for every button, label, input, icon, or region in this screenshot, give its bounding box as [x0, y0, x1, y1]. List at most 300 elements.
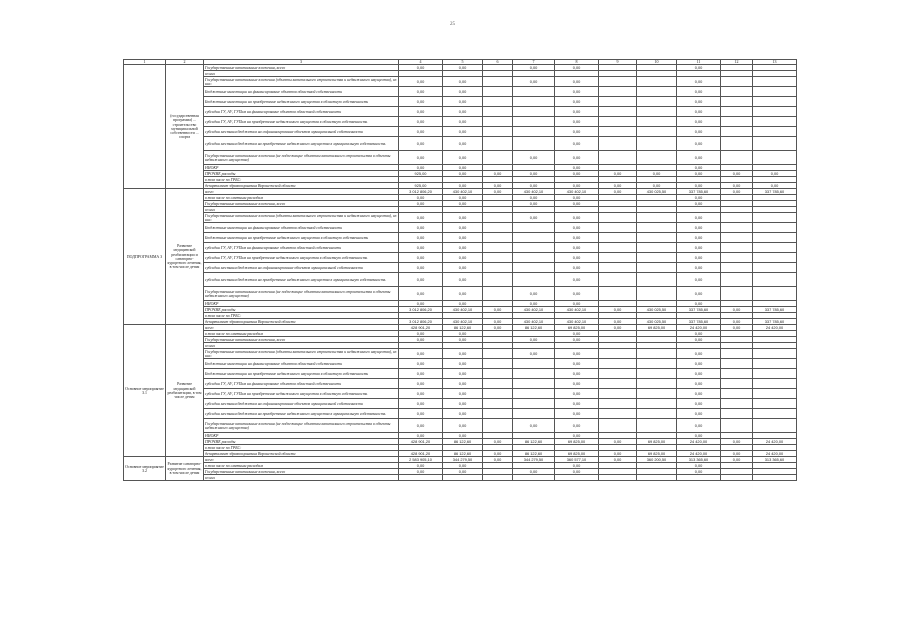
amount-cell: 0,00: [513, 77, 555, 87]
amount-cell: 0,00: [399, 463, 443, 469]
amount-cell: [599, 233, 637, 243]
amount-cell: [637, 475, 677, 481]
amount-cell: [637, 127, 677, 137]
funding-source-label: Государственные капитальные вложения, всего: [204, 201, 399, 207]
amount-cell: [753, 399, 797, 409]
amount-cell: [753, 97, 797, 107]
amount-cell: 0,00: [443, 409, 483, 419]
column-number-2: 2: [166, 60, 204, 65]
amount-cell: 0,00: [399, 331, 443, 337]
amount-cell: [483, 475, 513, 481]
amount-cell: 0,00: [555, 379, 599, 389]
amount-cell: 0,00: [721, 307, 753, 313]
amount-cell: [753, 233, 797, 243]
amount-cell: 0,00: [443, 287, 483, 301]
amount-cell: [753, 379, 797, 389]
amount-cell: 0,00: [443, 379, 483, 389]
amount-cell: [753, 263, 797, 273]
amount-cell: 337 785,60: [677, 319, 721, 325]
amount-cell: 313 365,60: [753, 457, 797, 463]
amount-cell: 0,00: [513, 469, 555, 475]
amount-cell: 24 420,00: [677, 439, 721, 445]
table-row: [124, 171, 797, 177]
funding-source-label: Государственные капитальные вложения, всего: [204, 337, 399, 343]
amount-cell: 0,00: [555, 463, 599, 469]
amount-cell: 0,00: [677, 331, 721, 337]
amount-cell: 0,00: [721, 325, 753, 331]
table-row: [124, 463, 797, 469]
funding-source-label: Бюджетные инвестиции на приобретение недвижимого имущества в областную собственность: [204, 97, 399, 107]
funding-source-label: субсидии местным бюджетам на приобретение недвижимого имущества в муниципальную собственность: [204, 137, 399, 151]
amount-cell: 0,00: [399, 389, 443, 399]
amount-cell: 0,00: [443, 201, 483, 207]
amount-cell: 0,00: [443, 273, 483, 287]
amount-cell: 0,00: [599, 439, 637, 445]
amount-cell: 0,00: [399, 253, 443, 263]
amount-cell: 0,00: [483, 171, 513, 177]
amount-cell: 0,00: [443, 223, 483, 233]
amount-cell: 0,00: [677, 301, 721, 307]
amount-cell: 0,00: [483, 439, 513, 445]
amount-cell: [599, 151, 637, 165]
table-row: [124, 287, 797, 301]
amount-cell: [721, 77, 753, 87]
amount-cell: [721, 389, 753, 399]
funding-source-label: в том числе по сметным расходам: [204, 331, 399, 337]
amount-cell: [753, 287, 797, 301]
amount-cell: 0,00: [399, 201, 443, 207]
funding-source-label: субсидии ГУ, АУ, ГУПам на приобретение недвижимого имущества в областную собственность: [204, 117, 399, 127]
column-number-4: 4: [399, 60, 443, 65]
amount-cell: [599, 359, 637, 369]
amount-cell: [483, 213, 513, 223]
page-number: 25: [450, 22, 455, 27]
amount-cell: [753, 137, 797, 151]
amount-cell: [513, 409, 555, 419]
amount-cell: 0,00: [399, 263, 443, 273]
table-row: [124, 213, 797, 223]
amount-cell: 0,00: [555, 301, 599, 307]
amount-cell: 0,00: [399, 359, 443, 369]
amount-cell: 0,00: [599, 457, 637, 463]
amount-cell: 0,00: [443, 463, 483, 469]
amount-cell: 0,00: [677, 77, 721, 87]
amount-cell: 69 825,00: [555, 451, 599, 457]
amount-cell: [513, 223, 555, 233]
amount-cell: [637, 97, 677, 107]
amount-cell: [753, 127, 797, 137]
amount-cell: 0,00: [513, 419, 555, 433]
amount-cell: [637, 389, 677, 399]
amount-cell: [513, 263, 555, 273]
amount-cell: [483, 137, 513, 151]
amount-cell: 0,00: [483, 457, 513, 463]
amount-cell: 430 402,10: [513, 319, 555, 325]
funding-source-label: из них: [204, 343, 399, 349]
amount-cell: [599, 419, 637, 433]
amount-cell: [753, 409, 797, 419]
amount-cell: 0,00: [677, 349, 721, 359]
amount-cell: 360 577,10: [555, 457, 599, 463]
amount-cell: 0,00: [399, 151, 443, 165]
amount-cell: [599, 243, 637, 253]
amount-cell: 0,00: [555, 389, 599, 399]
column-number-12: 12: [721, 60, 753, 65]
amount-cell: [599, 409, 637, 419]
amount-cell: 0,00: [443, 183, 483, 189]
amount-cell: 0,00: [443, 399, 483, 409]
table-row: [124, 137, 797, 151]
funding-source-label: в том числе по ГРБС:: [204, 313, 399, 319]
amount-cell: 0,00: [677, 151, 721, 165]
amount-cell: [721, 273, 753, 287]
amount-cell: [637, 233, 677, 243]
amount-cell: [721, 137, 753, 151]
amount-cell: [599, 379, 637, 389]
amount-cell: 0,00: [555, 273, 599, 287]
table-row: [124, 419, 797, 433]
amount-cell: [483, 389, 513, 399]
amount-cell: [399, 475, 443, 481]
amount-cell: 0,00: [399, 287, 443, 301]
amount-cell: 0,00: [721, 319, 753, 325]
funding-source-label: департамент здравоохранения Воронежской области: [204, 319, 399, 325]
amount-cell: 0,00: [677, 183, 721, 189]
amount-cell: 0,00: [513, 287, 555, 301]
amount-cell: 0,00: [399, 433, 443, 439]
amount-cell: 0,00: [399, 223, 443, 233]
amount-cell: [753, 77, 797, 87]
amount-cell: [637, 107, 677, 117]
amount-cell: 337 785,60: [753, 189, 797, 195]
amount-cell: [721, 127, 753, 137]
amount-cell: [637, 369, 677, 379]
amount-cell: 0,00: [443, 433, 483, 439]
amount-cell: 0,00: [513, 151, 555, 165]
program-status-cell: Основное мероприятие 3.1: [124, 325, 166, 457]
amount-cell: 0,00: [599, 183, 637, 189]
amount-cell: 86 122,60: [443, 439, 483, 445]
amount-cell: 0,00: [555, 243, 599, 253]
amount-cell: 0,00: [399, 301, 443, 307]
amount-cell: [483, 151, 513, 165]
amount-cell: 430 402,10: [555, 189, 599, 195]
funding-source-label: в том числе по сметным расходам: [204, 463, 399, 469]
amount-cell: 313 365,60: [677, 457, 721, 463]
funding-source-label: Государственные капитальные вложения (объекты капитального строительства и недвижимого имущества), из них:: [204, 77, 399, 87]
amount-cell: [483, 77, 513, 87]
amount-cell: [721, 151, 753, 165]
column-number-5: 5: [443, 60, 483, 65]
column-number-13: 13: [753, 60, 797, 65]
program-name-cell: Развитие медицинской реабилитации, в том числе детям: [166, 325, 204, 457]
amount-cell: [483, 253, 513, 263]
amount-cell: 69 825,00: [555, 439, 599, 445]
amount-cell: 0,00: [555, 127, 599, 137]
amount-cell: 0,00: [513, 337, 555, 343]
funding-source-label: Бюджетные инвестиции на финансирование объектов областной собственности: [204, 223, 399, 233]
amount-cell: 0,00: [443, 171, 483, 177]
funding-source-label: Государственные капитальные вложения, всего: [204, 65, 399, 71]
amount-cell: [753, 389, 797, 399]
funding-source-label: всего: [204, 457, 399, 463]
amount-cell: 0,00: [677, 233, 721, 243]
amount-cell: 69 825,00: [637, 325, 677, 331]
table-row: [124, 243, 797, 253]
amount-cell: 0,00: [555, 223, 599, 233]
amount-cell: [721, 233, 753, 243]
amount-cell: 0,00: [555, 359, 599, 369]
amount-cell: 0,00: [555, 233, 599, 243]
amount-cell: 0,00: [443, 151, 483, 165]
amount-cell: [483, 369, 513, 379]
amount-cell: 86 122,60: [513, 451, 555, 457]
amount-cell: [483, 107, 513, 117]
table-row: [124, 379, 797, 389]
amount-cell: 0,00: [555, 77, 599, 87]
amount-cell: 0,00: [555, 469, 599, 475]
amount-cell: 0,00: [443, 243, 483, 253]
amount-cell: 24 420,00: [677, 325, 721, 331]
amount-cell: 430 025,50: [637, 189, 677, 195]
amount-cell: [753, 349, 797, 359]
amount-cell: 0,00: [555, 117, 599, 127]
table-row: [124, 399, 797, 409]
amount-cell: 0,00: [443, 233, 483, 243]
table-row: [124, 65, 797, 71]
table-row: [124, 127, 797, 137]
amount-cell: 0,00: [443, 97, 483, 107]
funding-source-label: департамент здравоохранения Воронежской области: [204, 183, 399, 189]
amount-cell: 69 825,00: [555, 325, 599, 331]
funding-source-label: ПРОЧИЕ расходы: [204, 171, 399, 177]
amount-cell: 0,00: [677, 263, 721, 273]
amount-cell: [483, 87, 513, 97]
amount-cell: [721, 475, 753, 481]
table-row: [124, 409, 797, 419]
program-status-cell: [124, 65, 166, 189]
amount-cell: [483, 409, 513, 419]
amount-cell: [753, 223, 797, 233]
table-row: [124, 263, 797, 273]
table-row: [124, 475, 797, 481]
amount-cell: 0,00: [443, 263, 483, 273]
amount-cell: 0,00: [513, 65, 555, 71]
amount-cell: [721, 117, 753, 127]
amount-cell: 0,00: [753, 171, 797, 177]
column-number-1: 1: [124, 60, 166, 65]
amount-cell: [753, 359, 797, 369]
amount-cell: 24 420,00: [753, 451, 797, 457]
amount-cell: 86 122,60: [513, 325, 555, 331]
amount-cell: 0,00: [399, 195, 443, 201]
amount-cell: 0,00: [599, 171, 637, 177]
amount-cell: 0,00: [555, 409, 599, 419]
amount-cell: [637, 213, 677, 223]
amount-cell: 0,00: [677, 463, 721, 469]
amount-cell: [637, 263, 677, 273]
amount-cell: 0,00: [677, 287, 721, 301]
funding-source-label: НИОКР: [204, 433, 399, 439]
amount-cell: [753, 273, 797, 287]
amount-cell: [637, 137, 677, 151]
amount-cell: 0,00: [443, 107, 483, 117]
amount-cell: 0,00: [513, 349, 555, 359]
amount-cell: 0,00: [443, 195, 483, 201]
funding-source-label: Государственные капитальные вложения (объекты капитального строительства и недвижимого имущества), из них:: [204, 349, 399, 359]
amount-cell: 0,00: [443, 213, 483, 223]
amount-cell: [443, 475, 483, 481]
amount-cell: [721, 379, 753, 389]
amount-cell: 0,00: [399, 117, 443, 127]
amount-cell: 0,00: [599, 325, 637, 331]
amount-cell: 69 825,00: [637, 439, 677, 445]
amount-cell: [637, 223, 677, 233]
amount-cell: 0,00: [721, 439, 753, 445]
amount-cell: 0,00: [443, 137, 483, 151]
amount-cell: [513, 359, 555, 369]
table-row: [124, 369, 797, 379]
amount-cell: 925,00: [399, 171, 443, 177]
amount-cell: [483, 379, 513, 389]
amount-cell: [555, 475, 599, 481]
amount-cell: [721, 419, 753, 433]
funding-source-label: департамент здравоохранения Воронежской области: [204, 451, 399, 457]
amount-cell: 0,00: [677, 201, 721, 207]
amount-cell: 0,00: [677, 469, 721, 475]
amount-cell: 0,00: [599, 307, 637, 313]
amount-cell: 0,00: [721, 189, 753, 195]
column-number-6: 6: [483, 60, 513, 65]
amount-cell: 0,00: [399, 77, 443, 87]
amount-cell: 3 012 806,20: [399, 189, 443, 195]
amount-cell: [483, 233, 513, 243]
amount-cell: 0,00: [677, 127, 721, 137]
amount-cell: 0,00: [677, 97, 721, 107]
amount-cell: 86 122,60: [513, 439, 555, 445]
amount-cell: [637, 399, 677, 409]
funding-source-label: всего: [204, 189, 399, 195]
amount-cell: [513, 399, 555, 409]
amount-cell: [483, 223, 513, 233]
amount-cell: [637, 349, 677, 359]
amount-cell: 344 279,50: [443, 457, 483, 463]
amount-cell: 0,00: [555, 201, 599, 207]
amount-cell: [637, 273, 677, 287]
amount-cell: [753, 475, 797, 481]
table-row: [124, 183, 797, 189]
funding-source-label: субсидии ГУ, АУ, ГУПам на приобретение недвижимого имущества в областную собственность: [204, 389, 399, 399]
amount-cell: 0,00: [555, 419, 599, 433]
amount-cell: [721, 359, 753, 369]
amount-cell: [513, 379, 555, 389]
amount-cell: [637, 253, 677, 263]
funding-source-label: всего: [204, 325, 399, 331]
amount-cell: [599, 399, 637, 409]
funding-source-label: НИОКР: [204, 301, 399, 307]
amount-cell: 0,00: [443, 469, 483, 475]
amount-cell: 0,00: [677, 223, 721, 233]
table-row: [124, 469, 797, 475]
table-row: [124, 151, 797, 165]
amount-cell: 0,00: [443, 301, 483, 307]
amount-cell: 0,00: [399, 379, 443, 389]
amount-cell: 0,00: [399, 213, 443, 223]
funding-source-label: субсидии ГУ, АУ, ГУПам на финансирование объектов областной собственности: [204, 243, 399, 253]
amount-cell: [483, 273, 513, 287]
funding-source-label: Бюджетные инвестиции на финансирование объектов областной собственности: [204, 87, 399, 97]
table-row: [124, 97, 797, 107]
amount-cell: [677, 475, 721, 481]
amount-cell: [721, 97, 753, 107]
amount-cell: 0,00: [555, 399, 599, 409]
amount-cell: 0,00: [677, 253, 721, 263]
amount-cell: [721, 263, 753, 273]
table-row: [124, 307, 797, 313]
amount-cell: 0,00: [677, 419, 721, 433]
amount-cell: [599, 97, 637, 107]
amount-cell: 0,00: [513, 213, 555, 223]
amount-cell: [637, 243, 677, 253]
amount-cell: [753, 117, 797, 127]
amount-cell: 0,00: [677, 213, 721, 223]
amount-cell: 0,00: [399, 127, 443, 137]
amount-cell: [599, 253, 637, 263]
amount-cell: [721, 223, 753, 233]
amount-cell: 86 122,60: [443, 451, 483, 457]
funding-source-label: субсидии ГУ, АУ, ГУПам на финансирование объектов областной собственности: [204, 379, 399, 389]
table-row: [124, 77, 797, 87]
amount-cell: 0,00: [677, 433, 721, 439]
amount-cell: 0,00: [555, 287, 599, 301]
amount-cell: 0,00: [483, 189, 513, 195]
amount-cell: [637, 287, 677, 301]
amount-cell: 0,00: [483, 307, 513, 313]
column-number-10: 10: [637, 60, 677, 65]
amount-cell: [483, 117, 513, 127]
table-body: [124, 65, 797, 481]
amount-cell: 0,00: [555, 263, 599, 273]
amount-cell: [513, 137, 555, 151]
amount-cell: 0,00: [513, 201, 555, 207]
amount-cell: 0,00: [513, 171, 555, 177]
amount-cell: [599, 77, 637, 87]
amount-cell: 0,00: [555, 349, 599, 359]
funding-source-label: из них: [204, 207, 399, 213]
table-row: [124, 359, 797, 369]
amount-cell: 0,00: [677, 337, 721, 343]
amount-cell: [753, 419, 797, 433]
amount-cell: 430 402,10: [555, 319, 599, 325]
amount-cell: [513, 87, 555, 97]
amount-cell: 0,00: [637, 171, 677, 177]
amount-cell: 0,00: [677, 389, 721, 399]
amount-cell: 0,00: [399, 419, 443, 433]
amount-cell: 0,00: [677, 137, 721, 151]
amount-cell: 0,00: [677, 399, 721, 409]
funding-source-label: в том числе по ГРБС:: [204, 177, 399, 183]
amount-cell: [637, 117, 677, 127]
amount-cell: [753, 243, 797, 253]
amount-cell: [721, 107, 753, 117]
amount-cell: [513, 97, 555, 107]
table-row: [124, 201, 797, 207]
amount-cell: 0,00: [555, 195, 599, 201]
amount-cell: [483, 399, 513, 409]
amount-cell: [753, 151, 797, 165]
amount-cell: 0,00: [399, 369, 443, 379]
amount-cell: 0,00: [399, 399, 443, 409]
